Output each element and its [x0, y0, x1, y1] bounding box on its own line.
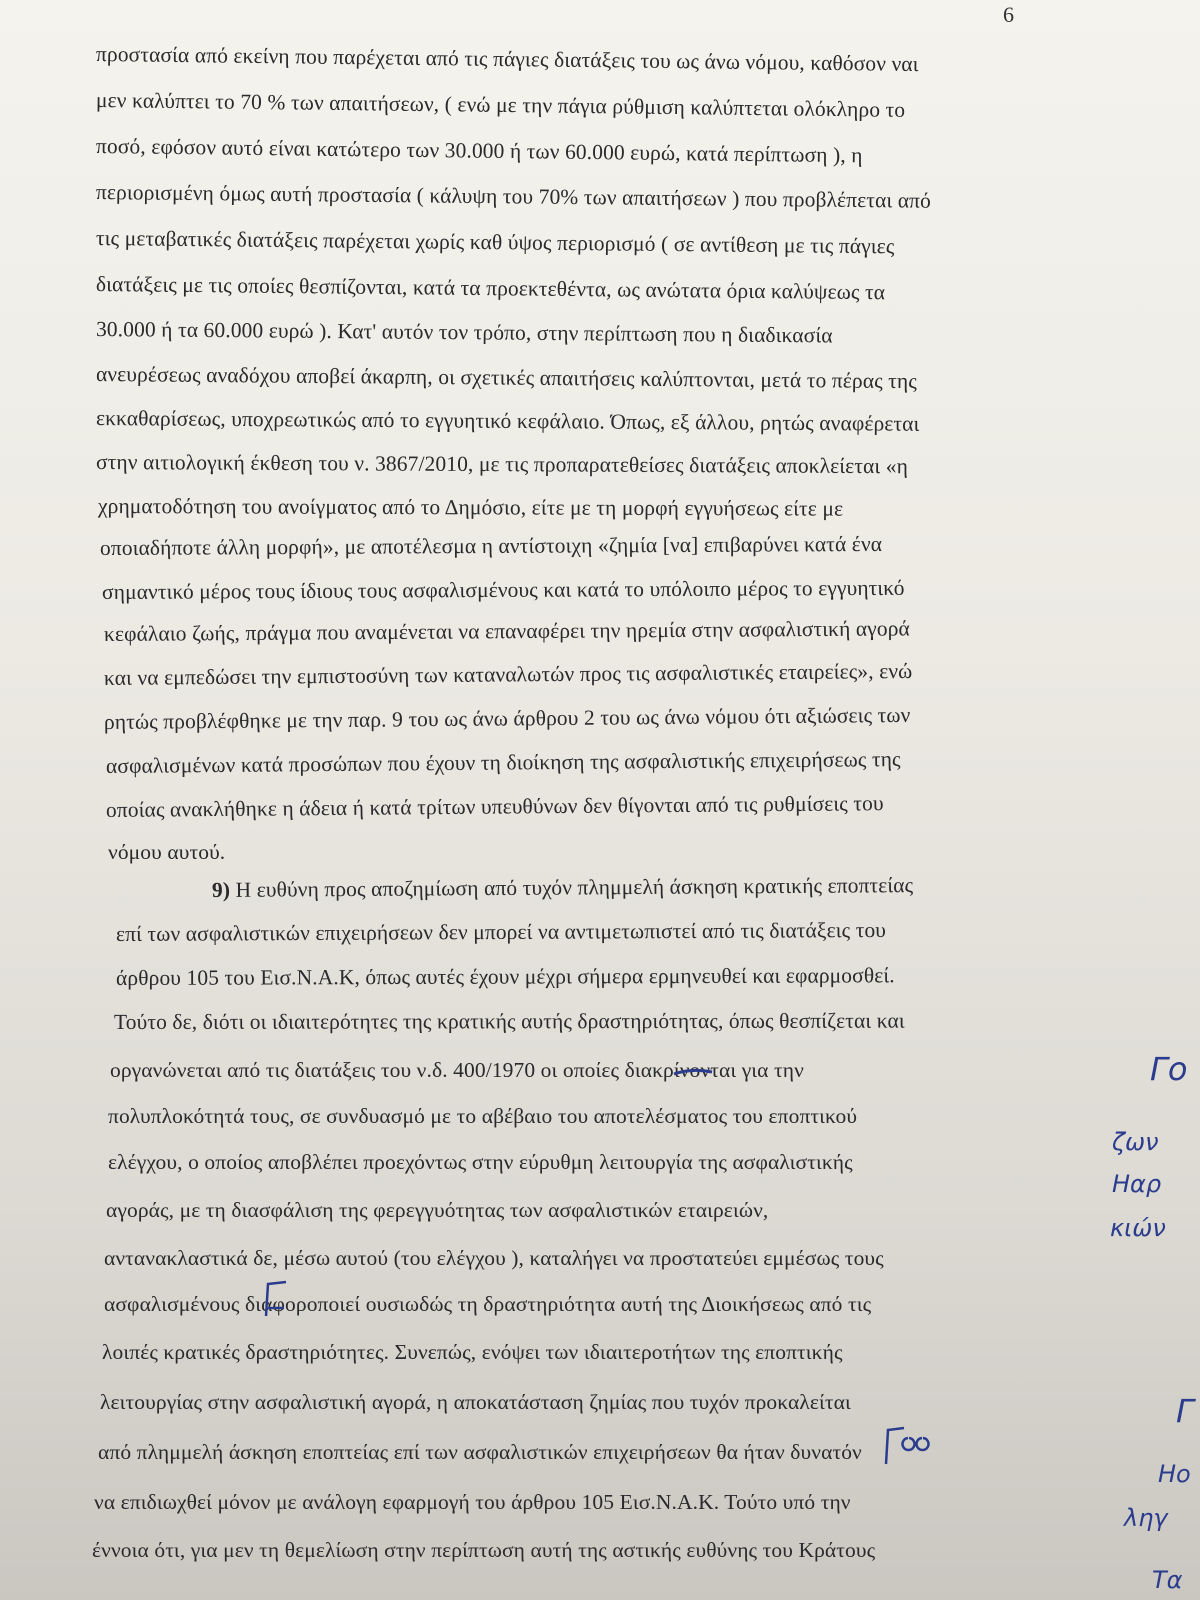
text-line: Η ευθύνη προς αποζημίωση από τυχόν πλημμελή άσκηση κρατικής εποπτείας — [230, 873, 914, 902]
text-line: νόμου αυτού. — [108, 840, 226, 864]
text-line: λοιπές κρατικές δραστηριότητες. Συνεπώς, ενόψει των ιδιαιτεροτήτων της εποπτικής — [102, 1340, 843, 1364]
text-line: διατάξεις με τις οποίες θεσπίζονται, κατά τα προεκτεθέντα, ως ανώτατα όρια καλύψεως τα — [95, 272, 886, 305]
text-line: οποίας ανακλήθηκε η άδεια ή κατά τρίτων υπευθύνων δεν θίγονται από τις ρυθμίσεις του — [105, 791, 884, 822]
text-line: από πλημμελή άσκηση εποπτείας επί των ασφαλιστικών επιχειρήσεων θα ήταν δυνατόν — [98, 1440, 862, 1464]
page-number: 6 — [1003, 2, 1014, 27]
text-line: επί των ασφαλιστικών επιχειρήσεων δεν μπορεί να αντιμετωπιστεί από τις διατάξεις του — [115, 917, 887, 946]
text-line: αγοράς, με τη διασφάλιση της φερεγγυότητας των ασφαλιστικών εταιρειών, — [106, 1198, 769, 1222]
text-line: εκκαθαρίσεως, υποχρεωτικώς από το εγγυητικό κεφάλαιο. Όπως, εξ άλλου, ρητώς αναφέρεται — [95, 406, 920, 436]
text-line: σημαντικό μέρος τους ίδιους τους ασφαλισμένους και κατά το υπόλοιπο μέρος το εγγυητικό — [101, 575, 905, 604]
handwritten-margin-note: ζων — [1112, 1128, 1159, 1156]
text-line: και να εμπεδώσει την εμπιστοσύνη των καταναλωτών προς τις ασφαλιστικές εταιρείες», ενώ — [103, 658, 913, 690]
text-line: άρθρου 105 του Εισ.Ν.Α.Κ, όπως αυτές έχουν μέχρι σήμερα ερμηνευθεί και εφαρμοσθεί. — [115, 963, 895, 990]
text-line: κεφάλαιο ζωής, πράγμα που αναμένεται να επαναφέρει την ηρεμία στην ασφαλιστική αγορά — [103, 616, 910, 646]
text-line: Τούτο δε, διότι οι ιδιαιτερότητες της κρατικής αυτής δραστηριότητας, όπως θεσπίζεται και — [113, 1008, 905, 1034]
text-line: μεν καλύπτει το 70 % των απαιτήσεων, ( ενώ με την πάγια ρύθμιση καλύπτεται ολόκληρο το — [95, 88, 906, 122]
paragraph-number: 9) — [211, 877, 231, 902]
insertion-mark-pen — [258, 1278, 298, 1318]
paragraph-heading-line — [212, 873, 913, 903]
text-line: ελέγχου, ο οποίος αποβλέπει προεχόντως στην εύρυθμη λειτουργία της ασφαλιστικής — [108, 1150, 853, 1174]
text-line: ποσό, εφόσον αυτό είναι κατώτερο των 30.000 ή των 60.000 ευρώ, κατά περίπτωση ), η — [95, 134, 863, 168]
insertion-mark-pen — [880, 1418, 940, 1468]
text-line: ασφαλισμένων κατά προσώπων που έχουν τη διοίκηση της ασφαλιστικής επιχειρήσεως της — [105, 747, 901, 778]
text-line: προστασία από εκείνη που παρέχεται από τις πάγιες διατάξεις του ως άνω νόμου, καθόσον ναι — [95, 42, 919, 77]
text-line: οποιαδήποτε άλλη μορφή», με αποτέλεσμα η αντίστοιχη «ζημία [να] επιβαρύνει κατά ένα — [99, 531, 883, 560]
handwritten-margin-note: Ηαρ — [1112, 1170, 1162, 1198]
text-line: ρητώς προβλέφθηκε με την παρ. 9 του ως άνω άρθρου 2 του ως άνω νόμου ότι αξιώσεις των — [103, 702, 911, 734]
text-line: λειτουργίας στην ασφαλιστική αγορά, η αποκατάσταση ζημίας που τυχόν προκαλείται — [100, 1390, 851, 1414]
text-line: ασφαλισμένους διαφοροποιεί ουσιωδώς τη δραστηριότητα αυτή της Διοικήσεως από τις — [104, 1292, 872, 1316]
text-line: τις μεταβατικές διατάξεις παρέχεται χωρίς καθ ύψος περιορισμό ( σε αντίθεση με τις πάγιες — [95, 226, 895, 259]
text-line: έννοια ότι, για μεν τη θεμελίωση στην περίπτωση αυτή της αστικής ευθύνης του Κράτους — [92, 1538, 876, 1562]
handwritten-margin-note: Τα — [1152, 1566, 1183, 1594]
handwritten-margin-note: Γ — [1176, 1392, 1194, 1430]
handwritten-margin-note: Γο — [1150, 1050, 1188, 1088]
text-line: χρηματοδότηση του ανοίγματος από το Δημόσιο, είτε με τη μορφή εγγυήσεως είτε με — [97, 494, 844, 521]
insertion-mark-pen — [672, 1064, 732, 1084]
text-line: αντανακλαστικά δε, μέσω αυτού (του ελέγχου ), καταλήγει να προστατεύει εμμέσως τους — [104, 1246, 884, 1270]
text-line: οργανώνεται από τις διατάξεις του ν.δ. 400/1970 οι οποίες διακρίνονται για την — [110, 1058, 804, 1082]
text-line: περιορισμένη όμως αυτή προστασία ( κάλυψη του 70% των απαιτήσεων ) που προβλέπεται από — [95, 180, 932, 213]
handwritten-margin-note: ληγ — [1124, 1504, 1168, 1532]
text-line: στην αιτιολογική έκθεση του ν. 3867/2010, με τις προπαρατεθείσες διατάξεις αποκλείεται «η — [95, 450, 909, 479]
text-line: ανευρέσεως αναδόχου αποβεί άκαρπη, οι σχετικές απαιτήσεις καλύπτονται, μετά το πέρας της — [95, 362, 918, 394]
text-line: να επιδιωχθεί μόνον με ανάλογη εφαρμογή του άρθρου 105 Εισ.Ν.Α.Κ. Τούτο υπό την — [94, 1490, 851, 1514]
text-line: πολυπλοκότητά τους, σε συνδυασμό με το αβέβαιο του αποτελέσματος του εποπτικού — [108, 1104, 858, 1128]
handwritten-margin-note: Ηο — [1158, 1460, 1191, 1488]
handwritten-margin-note: κιών — [1110, 1214, 1166, 1242]
text-line: 30.000 ή τα 60.000 ευρώ ). Κατ' αυτόν τον τρόπο, στην περίπτωση που η διαδικασία — [95, 317, 833, 348]
